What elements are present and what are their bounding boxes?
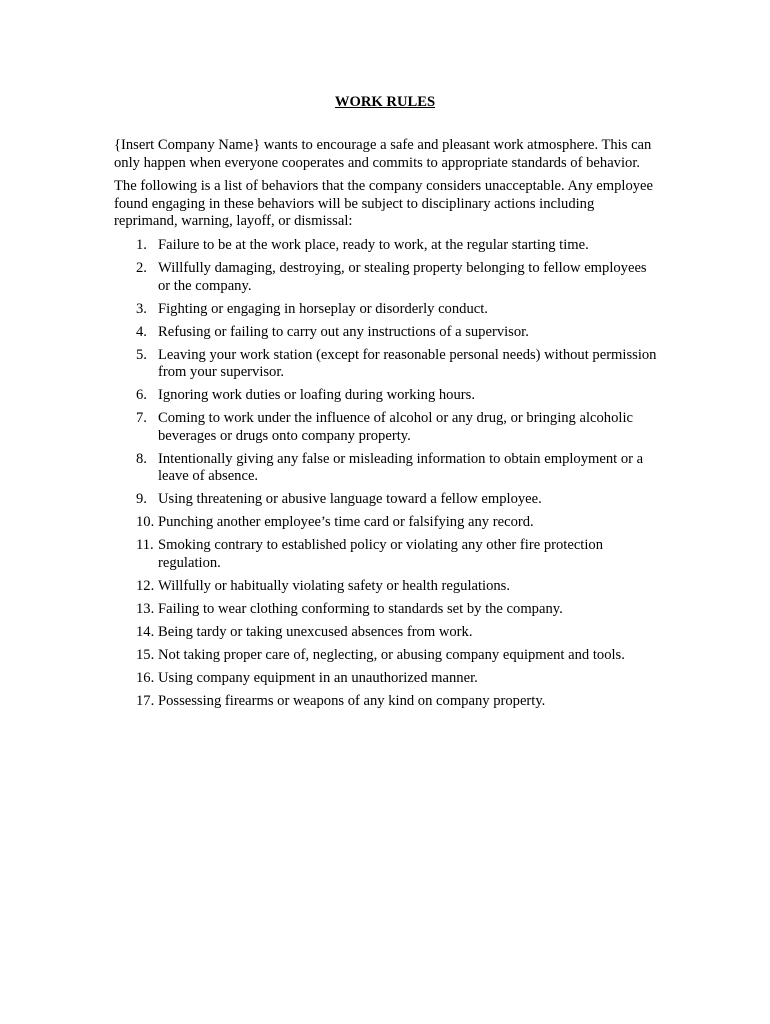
list-item-number: 4. — [136, 323, 147, 340]
list-item-number: 15. — [136, 646, 155, 663]
rules-list — [114, 237, 660, 710]
list-item-number: 12. — [136, 577, 155, 594]
list-item — [114, 237, 660, 255]
list-item — [114, 491, 660, 509]
list-item-text: Not taking proper care of, neglecting, or abusing company equipment and tools. — [158, 646, 625, 663]
list-item-text: Fighting or engaging in horseplay or disorderly conduct. — [158, 300, 488, 317]
list-item — [114, 693, 660, 711]
list-item-number: 10. — [136, 514, 155, 531]
list-item — [114, 647, 660, 665]
list-item-text: Using threatening or abusive language toward a fellow employee. — [158, 491, 542, 508]
list-item-text: Willfully or habitually violating safety or health regulations. — [158, 577, 511, 594]
list-item-number: 11. — [136, 537, 154, 554]
list-item — [114, 260, 660, 295]
list-item-text: Refusing or failing to carry out any instructions of a supervisor. — [158, 323, 529, 340]
list-item — [114, 387, 660, 405]
list-item-number: 6. — [136, 387, 147, 404]
list-item — [114, 301, 660, 319]
list-item-number: 3. — [136, 300, 147, 317]
list-item — [114, 410, 660, 445]
list-item — [114, 537, 660, 572]
list-item-text: Willfully damaging, destroying, or stealing property belonging to fellow employees or the company. — [158, 259, 647, 294]
list-item-text: Being tardy or taking unexcused absences from work. — [158, 623, 473, 640]
list-item-number: 13. — [136, 600, 155, 617]
list-item-number: 5. — [136, 346, 147, 363]
list-item-text: Coming to work under the influence of alcohol or any drug, or bringing alcoholic beverages or drugs onto company property. — [158, 410, 633, 444]
list-item-text: Smoking contrary to established policy or violating any other fire protection regulation. — [158, 537, 604, 571]
list-item-text: Failing to wear clothing conforming to standards set by the company. — [158, 600, 563, 617]
list-item — [114, 601, 660, 619]
list-item — [114, 578, 660, 596]
document-title: WORK RULES — [334, 94, 436, 110]
list-item-text: Failure to be at the work place, ready to work, at the regular starting time. — [158, 236, 589, 253]
intro-paragraph: {Insert Company Name} wants to encourage a safe and pleasant work atmosphere. This can only happen when everyone cooperates and commits to appropriate standards of behavior. — [114, 137, 652, 171]
list-item-number: 14. — [136, 623, 155, 640]
list-item — [114, 451, 660, 486]
list-item-text: Possessing firearms or weapons of any kind on company property. — [158, 692, 546, 709]
list-item-number: 16. — [136, 669, 155, 686]
list-item — [114, 324, 660, 342]
list-item-number: 7. — [136, 410, 147, 427]
list-item — [114, 670, 660, 688]
list-item — [114, 624, 660, 642]
list-item-text: Intentionally giving any false or misleading information to obtain employment or a leave of absence. — [158, 450, 644, 485]
list-item-text: Leaving your work station (except for reasonable personal needs) without permission from your supervisor. — [158, 346, 657, 381]
list-item-number: 1. — [136, 236, 147, 253]
list-item-number: 2. — [136, 259, 147, 276]
list-item-number: 17. — [136, 692, 155, 709]
document-body — [114, 137, 660, 716]
list-item-text: Using company equipment in an unauthorized manner. — [158, 669, 478, 686]
list-item-number: 9. — [136, 491, 147, 508]
list-item-text: Punching another employee’s time card or falsifying any record. — [158, 514, 534, 531]
list-item — [114, 514, 660, 532]
list-item-number: 8. — [136, 450, 147, 467]
list-item-text: Ignoring work duties or loafing during working hours. — [158, 387, 475, 404]
intro-paragraph: The following is a list of behaviors that the company considers unacceptable. Any employee found engaging in these behaviors will be subject to disciplinary actions including reprimand, warning, layoff, or dismissal: — [114, 178, 654, 230]
list-item — [114, 347, 660, 382]
